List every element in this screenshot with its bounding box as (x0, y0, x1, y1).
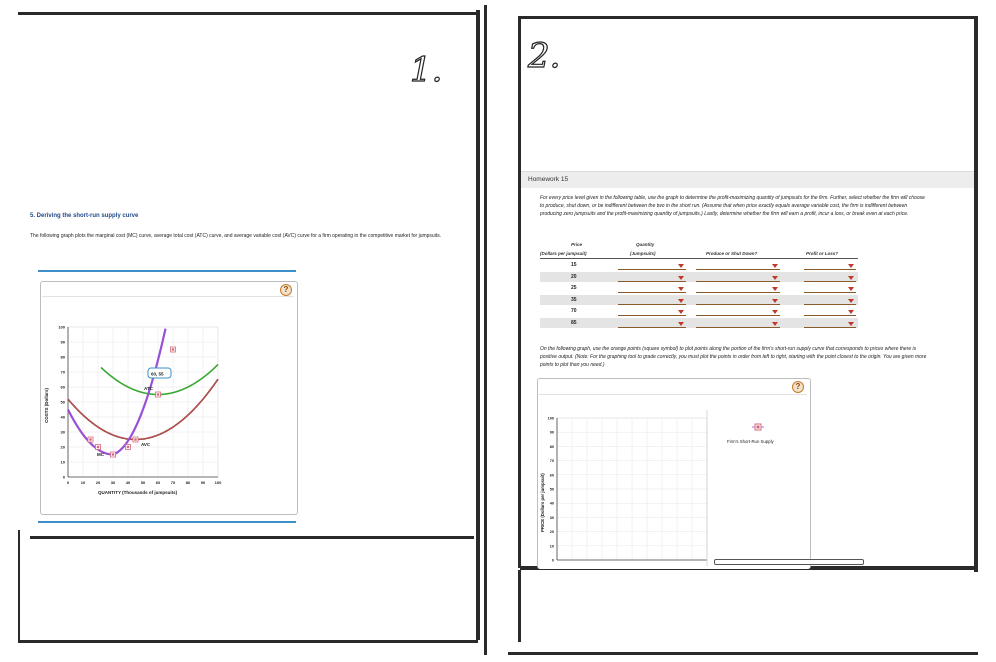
produce-dropdown[interactable] (696, 307, 780, 316)
price-cell: 15 (571, 262, 577, 268)
help-icon-right[interactable]: ? (792, 381, 804, 393)
quantity-dropdown[interactable] (618, 284, 686, 293)
quantity-dropdown[interactable] (618, 307, 686, 316)
y-tick-label: 50 (60, 399, 65, 405)
left-page-left-edge (18, 530, 20, 642)
y-tick-label: 30 (60, 429, 65, 435)
supply-y-tick-label: 100 (547, 416, 554, 421)
table-row (540, 306, 858, 316)
quantity-dropdown[interactable] (618, 261, 686, 270)
y-tick-label: 70 (60, 369, 65, 375)
quantity-dropdown[interactable] (618, 273, 686, 282)
handwritten-mark-1: 1. (410, 50, 443, 90)
supply-chart[interactable] (537, 410, 807, 566)
x-axis-label: QUANTITY (Thousands of jumpsuits) (98, 490, 178, 495)
chevron-down-icon (848, 287, 854, 291)
supply-panel-header-divider (539, 394, 807, 395)
profit-dropdown[interactable] (804, 273, 856, 282)
tooltip-text: 60, 55 (151, 371, 164, 377)
mc-point-core (112, 453, 114, 455)
price-cell: 25 (571, 285, 577, 291)
x-tick-label: 30 (110, 480, 116, 485)
chevron-down-icon (772, 310, 778, 314)
x-tick-label: 10 (80, 480, 86, 485)
y-tick-label: 100 (58, 324, 65, 330)
supply-y-tick-label: 30 (549, 515, 554, 520)
homework-header-bar (521, 171, 974, 188)
supply-chart-grid (557, 418, 707, 560)
quantity-dropdown[interactable] (618, 319, 686, 328)
avc-label: AVC (141, 442, 151, 447)
mc-point-core (89, 438, 91, 440)
left-page-right-shadow (476, 10, 480, 640)
x-tick-label: 60 (155, 480, 161, 485)
graph-instructions: On the following graph, use the orange points (square symbol) to plot points along the portion of the firm's short-run supply curve that corresponds to prices where there is positive output. (Note: For the graphing tool to grade correctly, you must plot the points in order from left to right, starting with the point closest to the origin. You are given more points to plot than you need.) (540, 346, 927, 368)
chevron-down-icon (678, 322, 684, 326)
left-page-top-border (18, 12, 476, 15)
chevron-down-icon (678, 299, 684, 303)
supply-y-tick-label: 0 (551, 558, 554, 563)
x-tick-label: 40 (125, 480, 131, 485)
produce-header: Produce or Shut Down? (706, 251, 758, 256)
table-header-rule (540, 258, 858, 259)
y-tick-label: 10 (60, 459, 65, 465)
handwritten-mark-2: 2. (528, 36, 561, 76)
price-cell: 70 (571, 308, 577, 314)
mc-label: MC (97, 452, 104, 457)
right-page-right-shadow (974, 16, 978, 572)
produce-dropdown[interactable] (696, 284, 780, 293)
x-tick-label: 90 (200, 480, 206, 485)
x-tick-label: 0 (66, 480, 70, 485)
chevron-down-icon (848, 264, 854, 268)
x-tick-label: 20 (95, 480, 101, 485)
y-axis-label: COSTS (Dollars) (44, 387, 49, 423)
price-cell: 35 (571, 296, 577, 303)
x-tick-label: 100 (214, 480, 222, 485)
homework-title: Homework 15 (528, 176, 569, 183)
right-page-left-border (518, 16, 521, 568)
profit-dropdown[interactable] (804, 284, 856, 293)
y-tick-label: 90 (60, 339, 65, 345)
price-cell: 85 (571, 319, 577, 326)
x-tick-label: 80 (185, 480, 191, 485)
intro-paragraph: The following graph plots the marginal cost (MC) curve, average total cost (ATC) curve, and average variable cost (AVC) curve for a firm operating in the competitive market for jumpsuits. (30, 233, 442, 239)
produce-dropdown[interactable] (696, 319, 780, 328)
quantity-header: Quantity (636, 242, 655, 247)
chevron-down-icon (848, 299, 854, 303)
table-row (540, 318, 858, 328)
atc-label: ATC (144, 386, 153, 391)
right-page-lower-left (518, 570, 521, 642)
mc-point-core (134, 438, 136, 440)
chevron-down-icon (848, 310, 854, 314)
chevron-down-icon (678, 264, 684, 268)
supply-legend-marker[interactable] (752, 424, 764, 430)
produce-dropdown[interactable] (696, 273, 780, 282)
table-row (540, 260, 858, 270)
chevron-down-icon (772, 322, 778, 326)
supply-y-tick-labels (548, 417, 554, 563)
x-tick-label: 70 (170, 480, 176, 485)
quantity-dropdown[interactable] (618, 296, 686, 305)
table-row (540, 272, 858, 282)
top-blue-rule (38, 270, 296, 272)
profit-dropdown[interactable] (804, 296, 856, 305)
chevron-down-icon (772, 299, 778, 303)
y-tick-label: 40 (60, 414, 65, 420)
chevron-down-icon (772, 276, 778, 280)
y-tick-label: 60 (60, 384, 65, 390)
y-tick-labels (58, 325, 65, 480)
right-page-lower-bottom (508, 652, 978, 655)
supply-y-tick-label: 40 (549, 501, 554, 506)
mc-point-core (127, 446, 129, 448)
supply-y-tick-label: 10 (549, 544, 554, 549)
supply-y-axis-label: PRICE (Dollars per jumpsuit) (540, 473, 545, 532)
panel-header-divider (42, 296, 294, 297)
left-page-bottom-edge (18, 640, 478, 643)
profit-dropdown[interactable] (804, 307, 856, 316)
mc-point-core (97, 446, 99, 448)
section-title: 5. Deriving the short-run supply curve (30, 213, 139, 219)
table-instructions: For every price level given in the following table, use the graph to determine the profit-maximizing quantity of jumpsuits for the firm. Further, select whether the firm will choose to produce, shut down, or be indifferent between the two in the short run. (Assume that when price exactly equals average variable cost, the firm is indifferent between producing zero jumpsuits and the profit-maximizing quantity of jumpsuits.) Lastly, determine whether the firm will earn a profit, incur a loss, or break even at each price. (540, 195, 925, 217)
price-header-units: (Dollars per jumpsuit) (540, 251, 587, 256)
supply-legend-label: Firm's Short-Run Supply (727, 439, 774, 444)
price-header: Price (571, 242, 583, 247)
help-icon[interactable]: ? (280, 284, 292, 296)
produce-dropdown[interactable] (696, 296, 780, 305)
y-tick-label: 0 (62, 474, 65, 480)
profit-dropdown[interactable] (804, 261, 856, 270)
produce-dropdown[interactable] (696, 261, 780, 270)
profit-dropdown[interactable] (804, 319, 856, 328)
y-tick-label: 80 (60, 354, 65, 360)
cost-curves-chart[interactable] (40, 318, 230, 498)
table-row (540, 283, 858, 293)
y-tick-label: 20 (60, 444, 65, 450)
right-page-top-border (520, 16, 976, 19)
supply-y-tick-label: 90 (549, 430, 554, 435)
left-page-divider (484, 5, 487, 655)
supply-y-tick-label: 80 (549, 444, 554, 449)
chart-grid (68, 327, 218, 477)
chevron-down-icon (678, 310, 684, 314)
quantity-header-units: (Jumpsuits) (630, 251, 656, 256)
profit-header: Profit or Loss? (806, 251, 839, 256)
chevron-down-icon (772, 264, 778, 268)
x-tick-label: 50 (140, 480, 146, 485)
supply-y-tick-label: 70 (549, 459, 554, 464)
chevron-down-icon (848, 276, 854, 280)
chevron-down-icon (678, 287, 684, 291)
supply-y-tick-label: 50 (549, 487, 554, 492)
table-row (540, 295, 858, 305)
chevron-down-icon (848, 322, 854, 326)
bottom-blue-rule (38, 521, 296, 523)
price-cell: 20 (571, 273, 577, 280)
chevron-down-icon (772, 287, 778, 291)
left-page-bottom-rule (30, 536, 474, 539)
mc-point-core (157, 393, 159, 395)
chevron-down-icon (678, 276, 684, 280)
x-tick-labels (67, 480, 222, 485)
supply-y-tick-label: 60 (549, 473, 554, 478)
supply-y-tick-label: 20 (549, 530, 554, 535)
mc-point-core (172, 348, 174, 350)
